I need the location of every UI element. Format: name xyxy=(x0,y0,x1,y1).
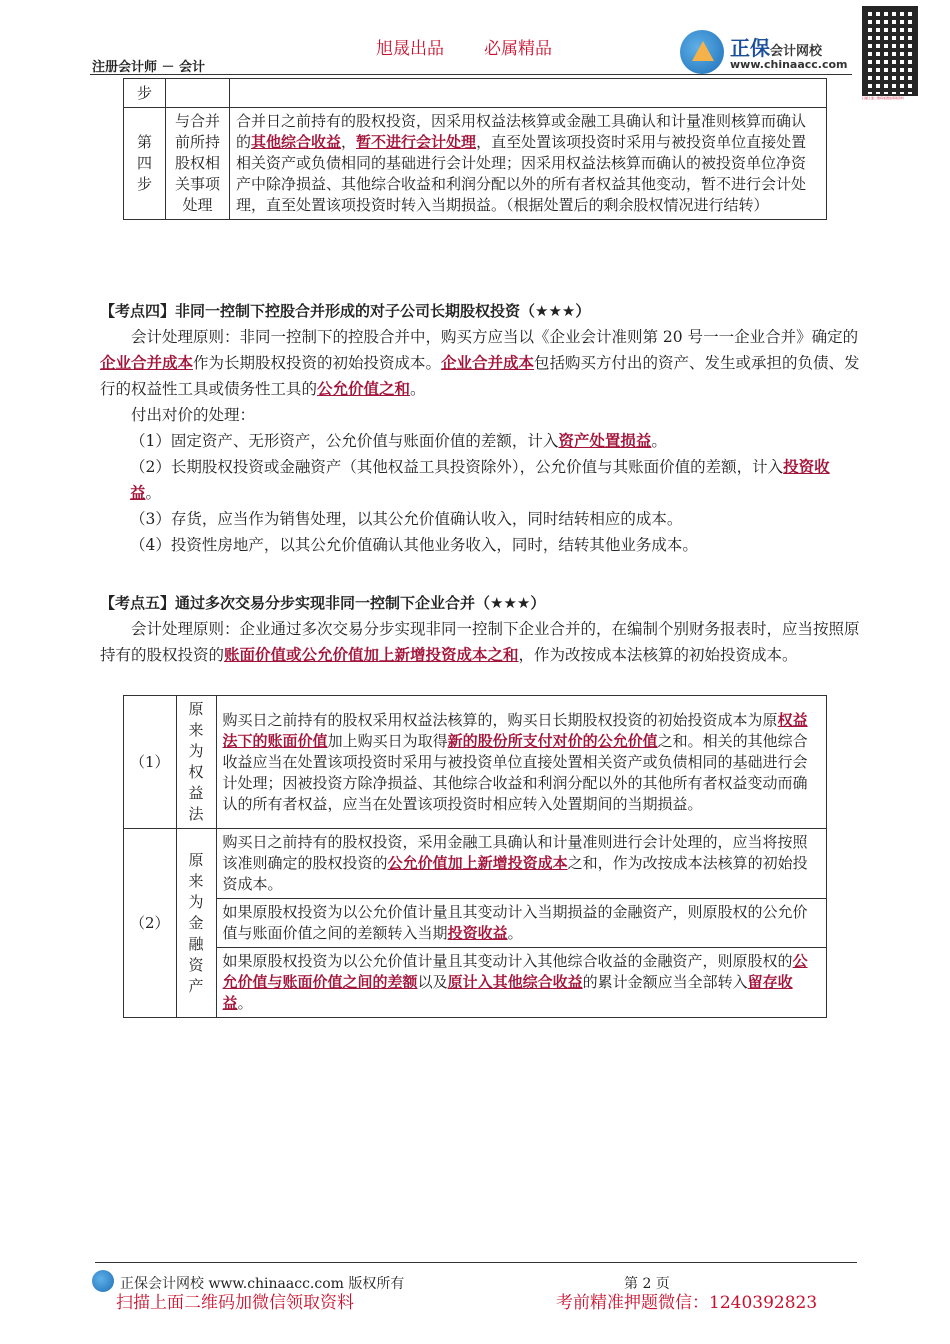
header-divider xyxy=(90,74,852,75)
content-cell: 购买日之前持有的股权采用权益法核算的，购买日长期股权投资的初始投资成本为原权益法下的账面价值加上购买日为取得新的股份所支付对价的公允价值之和。相关的其他综合收益应当在处置该项投资时采用与被投资单位直接处置相关资产或负债相同的基础进行会计处理；因被投资方除净损益、其他综合收益和利润分配以外的其他所有者权益变动而确认的所有者权益，应当在处置该项投资时相应转入处置期间的当期损益。 xyxy=(216,696,826,829)
logo-url[interactable]: www.chinaacc.com xyxy=(730,58,848,71)
table-row xyxy=(124,948,827,1018)
qr-code xyxy=(862,6,918,106)
logo-icon xyxy=(680,30,724,74)
title-cell xyxy=(166,79,230,108)
content-cell: 购买日之前持有的股权投资，采用金融工具确认和计量准则进行会计处理的，应当将按照该准则确定的股权投资的公允价值加上新增投资成本之和，作为改按成本法核算的初始投资成本。 xyxy=(216,829,826,899)
highlight-term: 其他综合收益 xyxy=(251,133,342,151)
method-table xyxy=(123,695,827,1018)
section-4 xyxy=(100,298,860,558)
table-row xyxy=(124,79,827,108)
footer-promo-right: 考前精准押题微信：1240392823 xyxy=(556,1293,818,1313)
table-row xyxy=(124,696,827,829)
step-table xyxy=(123,78,827,220)
slogan-2: 必属精品 xyxy=(484,39,552,59)
row-type: 原来为金融资产 xyxy=(176,829,216,1018)
content-cell: 如果原股权投资为以公允价值计量且其变动计入当期损益的金融资产，则原股权的公允价值与账面价值之间的差额转入当期投资收益。 xyxy=(216,899,826,948)
section-5-heading: 【考点五】通过多次交易分步实现非同一控制下企业合并（★★★） xyxy=(100,594,546,612)
list-item: （3）存货，应当作为销售处理，以其公允价值确认收入，同时结转相应的成本。 xyxy=(130,510,683,528)
qr-caption: 扫描上面二维码加微信领取资料 xyxy=(862,96,905,100)
qr-code-icon xyxy=(862,6,918,96)
row-number: （2） xyxy=(124,829,177,1018)
highlight-term: 暂不进行会计处理 xyxy=(356,133,477,151)
paragraph: 付出对价的处理： xyxy=(131,406,256,424)
footer-divider xyxy=(95,1262,857,1263)
course-title: 注册会计师 － 会计 xyxy=(92,60,206,75)
paragraph: 会计处理原则：非同一控制下的控股合并中，购买方应当以《企业会计准则第 20 号一一企业合并》确定的企业合并成本作为长期股权投资的初始投资成本。企业合并成本包括购买方付出的资产、发生或承担的负债、发行的权益性工具或债务性工具的公允价值之和。 xyxy=(100,328,860,398)
step-cell: 第四步 xyxy=(124,108,166,220)
content-cell: 合并日之前持有的股权投资，因采用权益法核算或金融工具确认和计量准则核算而确认的其他综合收益，暂不进行会计处理，直至处置该项投资时采用与被投资单位直接处置相关资产或负债相同的基础进行会计处理；因采用权益法核算而确认的被投资单位净资产中除净损益、其他综合收益和利润分配以外的所有者权益其他变动，暂不进行会计处理，直至处置该项投资时转入当期损益。（根据处置后的剩余股权情况进行结转） xyxy=(230,108,827,220)
content-cell xyxy=(230,79,827,108)
table-row xyxy=(124,899,827,948)
slogan-1: 旭晟出品 xyxy=(376,39,444,59)
chinaacc-logo[interactable] xyxy=(680,26,858,74)
row-number: （1） xyxy=(124,696,177,829)
row-type: 原来为权益法 xyxy=(176,696,216,829)
paragraph: 会计处理原则：企业通过多次交易分步实现非同一控制下企业合并的，在编制个别财务报表时，应当按照原持有的股权投资的账面价值或公允价值加上新增投资成本之和，作为改按成本法核算的初始投资成本。 xyxy=(100,620,860,664)
title-cell: 与合并前所持股权相关事项处理 xyxy=(166,108,230,220)
list-item: （2）长期股权投资或金融资产（其他权益工具投资除外），公允价值与其账面价值的差额，计入投资收益。 xyxy=(130,457,830,502)
footer-copyright: 正保会计网校 www.chinaacc.com 版权所有 xyxy=(120,1276,405,1292)
header-slogan xyxy=(376,34,592,59)
list-item: （1）固定资产、无形资产，公允价值与账面价值的差额，计入资产处置损益。 xyxy=(130,431,667,450)
section-5 xyxy=(100,590,860,668)
section-4-heading: 【考点四】非同一控制下控股合并形成的对子公司长期股权投资（★★★） xyxy=(100,302,591,320)
footer-logo-icon xyxy=(92,1270,114,1292)
page-number: 第 2 页 xyxy=(624,1276,670,1292)
table-row xyxy=(124,108,827,220)
list-item: （4）投资性房地产，以其公允价值确认其他业务收入，同时，结转其他业务成本。 xyxy=(130,536,698,554)
content-cell: 如果原股权投资为以公允价值计量且其变动计入其他综合收益的金融资产，则原股权的公允价值与账面价值之间的差额以及原计入其他综合收益的累计金额应当全部转入留存收益。 xyxy=(216,948,826,1018)
logo-name: 正保会计网校 xyxy=(730,36,823,60)
step-cell: 步 xyxy=(124,79,166,108)
footer-promo-left: 扫描上面二维码加微信领取资料 xyxy=(116,1293,354,1313)
table-row xyxy=(124,829,827,899)
